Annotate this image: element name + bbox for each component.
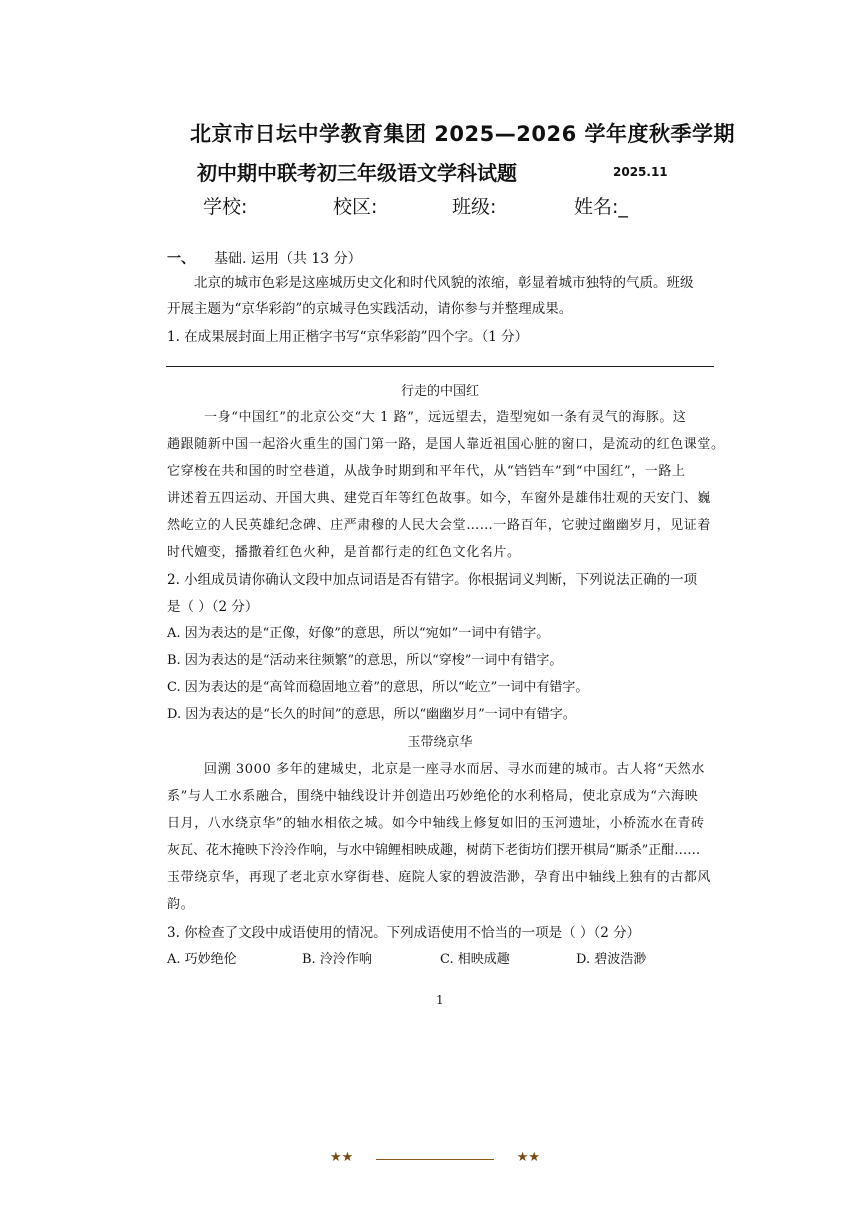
question-3-option-d: D. 碧波浩渺 xyxy=(576,952,647,967)
question-2-stem-cont: 是（ ）（2 分） xyxy=(167,599,259,615)
school-label: 学校: xyxy=(203,196,248,218)
passage1-line: 它穿梭在共和国的时空巷道，从战争时期到和平年代，从“铛铛车”到“中国红”，一路上 xyxy=(167,464,686,479)
passage2-line: 灰瓦、花木掩映下泠泠作响，与水中锦鲤相映成趣，树荫下老街坊们摆开棋局“厮杀”正酣…… xyxy=(167,843,701,858)
divider-rule xyxy=(166,366,714,367)
passage1-line: 一身“中国红”的北京公交“大 1 路”，远远望去，造型宛如一条有灵气的海豚。这 xyxy=(204,410,687,425)
passage1-line: 时代嬗变，播撒着红色火种，是首都行走的红色文化名片。 xyxy=(167,545,521,560)
section-intro-line2: 开展主题为“京华彩韵”的京城寻色实践活动，请你参与并整理成果。 xyxy=(167,301,573,317)
question-3-option-a: A. 巧妙绝伦 xyxy=(167,952,237,967)
campus-label: 校区: xyxy=(333,196,378,218)
question-3-option-b: B. 泠泠作响 xyxy=(302,952,372,967)
footer-decoration xyxy=(330,1150,540,1170)
section-number: 一、 xyxy=(167,251,195,267)
passage1-line: 讲述着五四运动、开国大典、建党百年等红色故事。如今，车窗外是雄伟壮观的天安门、巍 xyxy=(167,491,712,506)
question-2-option: B. 因为表达的是“活动来往频繁”的意思，所以“穿梭”一词中有错字。 xyxy=(167,653,563,668)
passage2-line: 系”与人工水系融合，围绕中轴线设计并创造出巧妙绝伦的水利格局，使北京成为“六海映 xyxy=(167,789,699,804)
exam-date: 2025.11 xyxy=(613,165,668,179)
passage1-line: 然屹立的人民英雄纪念碑、庄严肃穆的人民大会堂……一路百年，它驶过幽幽岁月，见证着 xyxy=(167,518,712,533)
question-2-option: C. 因为表达的是“高耸而稳固地立着”的意思，所以“屹立”一词中有错字。 xyxy=(167,680,589,695)
passage1-line: 趟跟随新中国一起浴火重生的国门第一路，是国人靠近祖国心脏的窗口，是流动的红色课堂。 xyxy=(167,437,725,452)
question-1: 1. 在成果展封面上用正楷字书写“京华彩韵”四个字。（1 分） xyxy=(167,329,529,345)
footer-line xyxy=(376,1159,494,1160)
passage2-line: 韵。 xyxy=(167,897,195,912)
star-icon: ★★ xyxy=(330,1150,354,1165)
question-3-stem: 3. 你检查了文段中成语使用的情况。下列成语使用不恰当的一项是（ ）（2 分） xyxy=(167,925,641,941)
section-intro-line1: 北京的城市色彩是这座城历史文化和时代风貌的浓缩，彰显着城市独特的气质。班级 xyxy=(194,275,694,291)
exam-title-line2: 初中期中联考初三年级语文学科试题 xyxy=(197,161,517,185)
question-3-option-c: C. 相映成趣 xyxy=(440,952,510,967)
passage1-title: 行走的中国红 xyxy=(400,384,479,399)
question-2-stem: 2. 小组成员请你确认文段中加点词语是否有错字。你根据词义判断，下列说法正确的一项 xyxy=(167,572,698,588)
passage2-line: 玉带绕京华，再现了老北京水穿街巷、庭院人家的碧波浩渺，孕育出中轴线上独有的古都风 xyxy=(167,870,712,885)
question-2-option: A. 因为表达的是“正像，好像”的意思，所以“宛如”一词中有错字。 xyxy=(167,626,550,641)
exam-title-line1: 北京市日坛中学教育集团 2025—2026 学年度秋季学期 xyxy=(190,122,736,146)
passage2-line: 回溯 3000 多年的建城史，北京是一座寻水而居、寻水而建的城市。古人将“天然水 xyxy=(204,762,705,777)
page-number: 1 xyxy=(436,993,444,1007)
passage2-title: 玉带绕京华 xyxy=(407,735,473,750)
question-2-option: D. 因为表达的是“长久的时间”的意思，所以“幽幽岁月”一词中有错字。 xyxy=(167,707,576,722)
star-icon: ★★ xyxy=(516,1150,540,1165)
name-label: 姓名:_ xyxy=(574,196,628,218)
passage2-line: 日月，八水绕京华”的轴水相依之城。如今中轴线上修复如旧的玉河遗址，小桥流水在青砖 xyxy=(167,816,705,831)
section-title: 基础. 运用（共 13 分） xyxy=(214,251,362,267)
class-label: 班级: xyxy=(452,196,497,218)
